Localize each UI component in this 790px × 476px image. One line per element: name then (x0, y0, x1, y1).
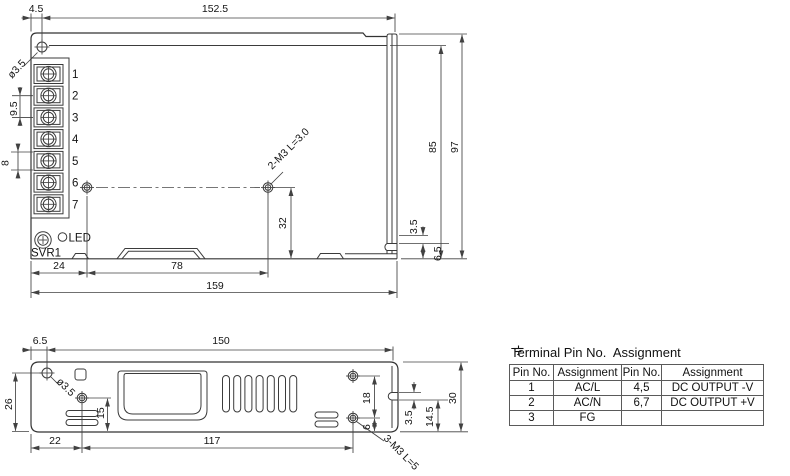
assignment-cell: DC OUTPUT +V (662, 396, 764, 411)
table-header-row (510, 365, 764, 381)
dim-18: 18 (361, 392, 373, 404)
vent-slot (267, 376, 274, 413)
pin-cell: 1 (510, 381, 554, 396)
punch-out-large (117, 249, 205, 259)
connector-opening-outer (118, 371, 207, 420)
terminal-number: 1 (72, 69, 79, 81)
col-header-pin-no-left: Pin No. (510, 365, 554, 381)
pin-assignment-title: Terminal Pin No. Assignment (511, 345, 681, 360)
screw-spec-label: 2-M3 L=3.0 (265, 125, 312, 173)
dim-3-5-top: 3.5 (408, 219, 420, 234)
mounting-hole-bottom-view (40, 366, 78, 400)
vent-slot (290, 376, 297, 413)
pin-cell: 6,7 (622, 396, 662, 411)
punch-out-small-right (317, 254, 344, 259)
dim-9-5: 9.5 (8, 101, 20, 116)
pin-assignment-section (509, 345, 777, 426)
dim-6-5-bottom: 6.5 (32, 335, 48, 347)
dim-150: 150 (212, 335, 230, 347)
table-row (510, 396, 764, 411)
dim-24: 24 (53, 260, 65, 272)
dim-32: 32 (277, 217, 289, 229)
m3-holes-top-view (80, 126, 312, 195)
col-header-pin-no-right: Pin No. (622, 366, 661, 379)
dim-97: 97 (449, 141, 461, 153)
assignment-cell: AC/L (554, 381, 622, 396)
assignment-cell (554, 411, 622, 426)
table-row (510, 381, 764, 396)
dim-159: 159 (206, 280, 224, 292)
top-view-case-outline (31, 33, 397, 259)
led-indicator (58, 233, 91, 245)
dim-14-5: 14.5 (424, 406, 436, 427)
led-label: LED (68, 232, 91, 245)
vent-slot (245, 376, 252, 413)
dim-6-5-top: 6.5 (432, 246, 444, 261)
terminal-number: 2 (72, 90, 79, 103)
bottom-view-cutouts (66, 369, 421, 473)
vent-slot (279, 376, 286, 413)
table-row (510, 411, 764, 426)
hole-diameter-label: ø3.5 (5, 57, 29, 82)
dim-22: 22 (49, 435, 61, 447)
dim-85: 85 (427, 141, 439, 153)
dim-4-5: 4.5 (28, 3, 44, 15)
dim-15: 15 (95, 407, 107, 419)
terminal-5 (34, 151, 78, 170)
connector-opening-inner (124, 374, 201, 415)
punch-out-small-left (72, 254, 89, 259)
svr-label: SVR1 (31, 247, 62, 260)
fg-label: FG (579, 412, 596, 424)
terminal-3 (34, 108, 78, 127)
vent-slot (223, 376, 230, 413)
bottom-view (3, 335, 468, 473)
screw-spec-label: 3-M3 L=5 (380, 432, 421, 473)
pin-cell: 4,5 (622, 381, 662, 396)
dim-8: 8 (0, 160, 12, 166)
terminal-1 (34, 65, 78, 84)
terminal-number: 3 (72, 112, 79, 125)
pin-cell (622, 411, 662, 426)
terminal-strip (31, 58, 79, 218)
vent-slot (256, 376, 263, 413)
vent-slot (315, 412, 338, 418)
col-header-assignment-left: Assignment (554, 365, 622, 381)
terminal-number: 5 (72, 155, 79, 168)
dim-30: 30 (447, 392, 459, 404)
terminal-number: 6 (72, 177, 79, 190)
dim-26: 26 (3, 398, 15, 410)
assignment-cell: AC/N (554, 396, 622, 411)
terminal-number: 4 (72, 134, 79, 147)
pin-cell: 3 (510, 411, 554, 426)
svr-potentiometer (31, 232, 61, 260)
terminal-4 (34, 130, 79, 149)
dim-3-5-bottom: 3.5 (403, 410, 415, 425)
pin-cell: 2 (510, 396, 554, 411)
top-view (0, 3, 467, 298)
assignment-cell (662, 411, 764, 426)
col-header-assignment-right: Assignment (662, 365, 764, 381)
vent-slot (315, 421, 338, 427)
small-square-hole (75, 369, 86, 380)
pin-assignment-table (509, 364, 764, 426)
terminal-7 (34, 195, 78, 214)
dim-78: 78 (171, 260, 183, 272)
hole-diameter-label: ø3.5 (53, 375, 78, 399)
dim-117: 117 (203, 435, 221, 447)
vent-slot (234, 376, 241, 413)
dim-152-5: 152.5 (201, 3, 229, 15)
assignment-cell: DC OUTPUT -V (662, 381, 764, 396)
terminal-6 (34, 173, 78, 192)
terminal-2 (34, 86, 78, 105)
dim-6: 6 (361, 424, 373, 430)
terminal-number: 7 (72, 199, 79, 212)
